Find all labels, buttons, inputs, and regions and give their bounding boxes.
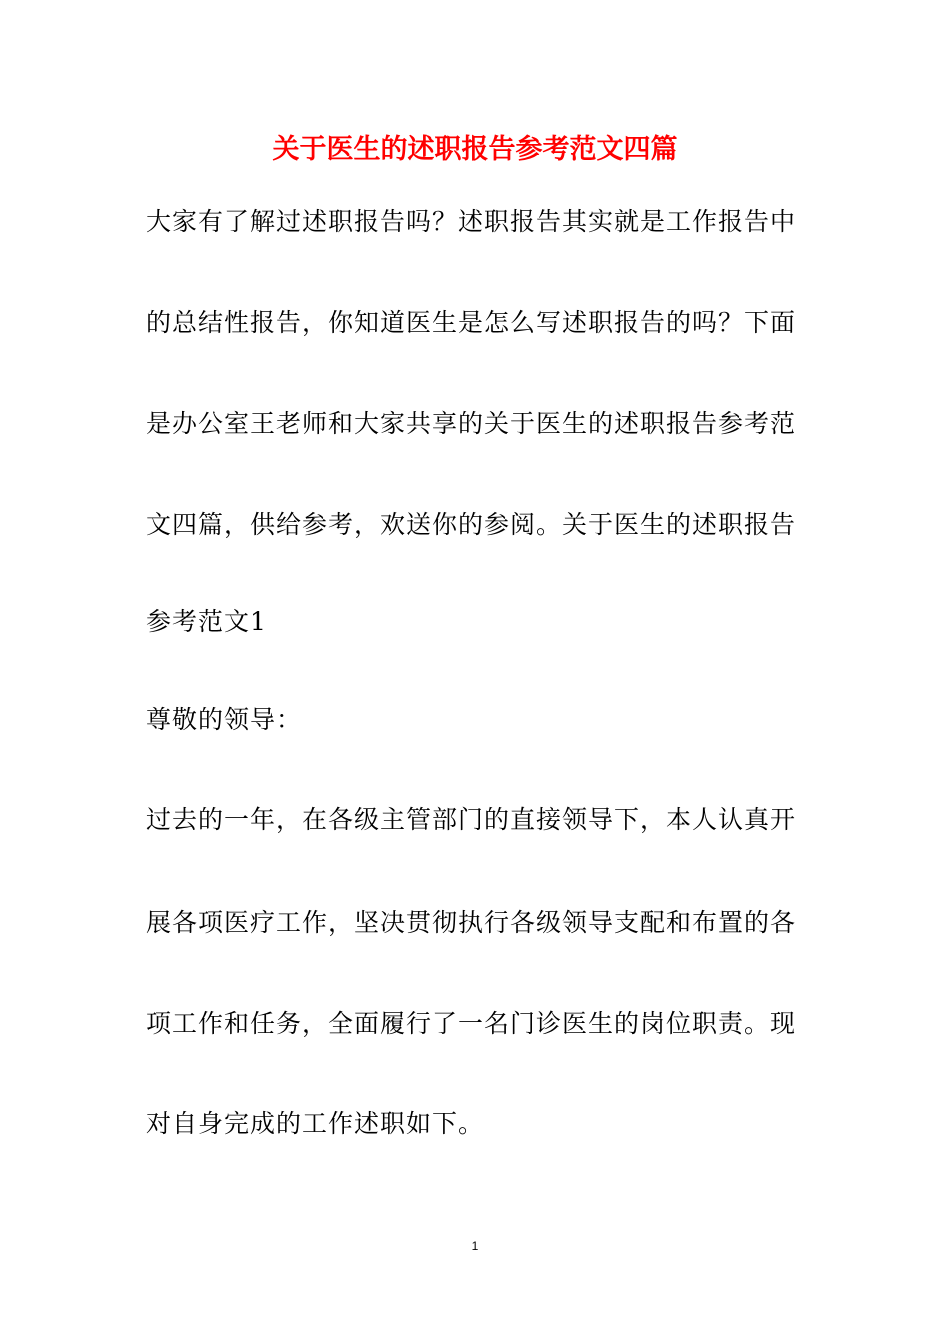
- body-line: 项工作和任务，全面履行了一名门诊医生的岗位职责。现: [146, 1009, 797, 1038]
- body-line: 对自身完成的工作述职如下。: [146, 1109, 485, 1138]
- body-line: 展各项医疗工作，坚决贯彻执行各级领导支配和布置的各: [146, 908, 797, 937]
- body-line: 大家有了解过述职报告吗？述职报告其实就是工作报告中: [146, 207, 797, 236]
- body-line: 是办公室王老师和大家共享的关于医生的述职报告参考范: [146, 409, 797, 438]
- document-title: 关于医生的述职报告参考范文四篇: [272, 134, 678, 165]
- body-line: 过去的一年，在各级主管部门的直接领导下，本人认真开: [146, 805, 797, 834]
- page-number: 1: [471, 1239, 479, 1253]
- section-heading: 参考范文1: [146, 607, 267, 636]
- body-line: 的总结性报告，你知道医生是怎么写述职报告的吗？下面: [146, 308, 797, 337]
- salutation: 尊敬的领导：: [146, 705, 303, 734]
- body-line: 文四篇，供给参考，欢送你的参阅。关于医生的述职报告: [146, 510, 797, 539]
